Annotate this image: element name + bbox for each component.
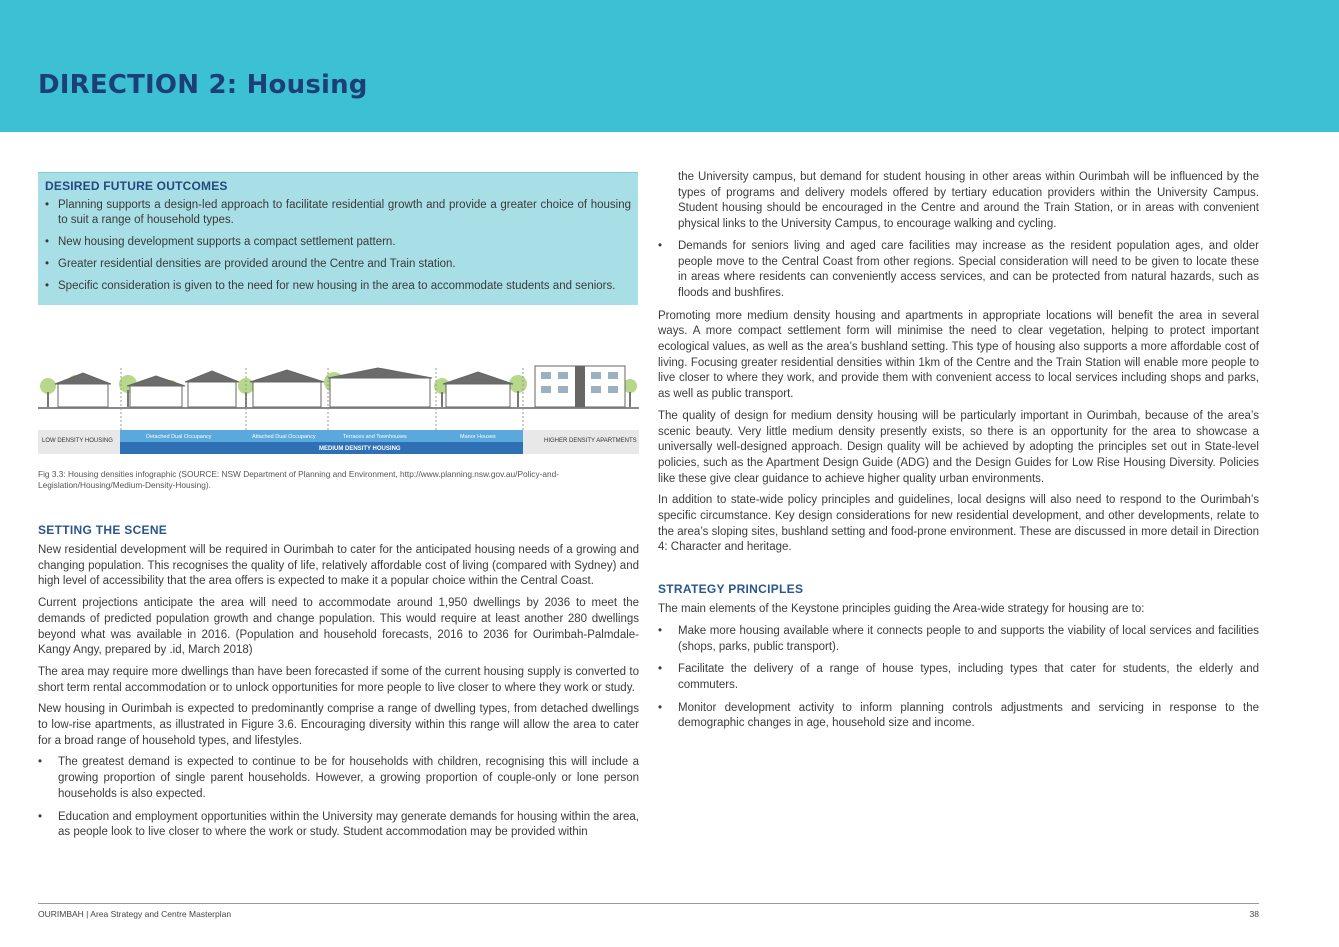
strategy-intro: The main elements of the Keystone principles guiding the Area-wide strategy for housing are to: [658,603,1145,616]
outcome-item: • Planning supports a design-led approach to facilitate residential growth and provide a greater choice of housing to suit a range of household types. [45,198,631,228]
bullet-item: • The greatest demand is expected to continue to be for households with children, recognising this will include a growing proportion of single parent households. However, a growing proportion of couple-only or lone person households is also expected. [38,755,639,802]
house-icons [55,366,625,407]
bullet-item: • Education and employment opportunities within the University may generate demands for housing within the area, as people look to live closer to where the work or study. Student accommodation may be provided within [38,810,639,841]
outcomes-heading: DESIRED FUTURE OUTCOMES [45,179,228,193]
footer-divider [38,903,1259,904]
seniors-bullets [658,239,1259,302]
desired-future-outcomes-panel [38,172,638,305]
high-density-label: HIGHER DENSITY APARTMENTS [544,438,637,444]
left-column [38,523,639,848]
setting-bullets [38,755,639,841]
bullet-item: • Monitor development activity to inform planning controls adjustments and servicing in response to the demographic changes in age, household size and income. [658,701,1259,732]
page-title: DIRECTION 2: Housing [38,70,368,100]
outcomes-list [45,198,631,294]
continued-bullet-text: the University campus, but demand for student housing in other areas within Ourimbah will be influenced by the types of programs and delivery models offered by tertiary education providers within the University Campus. Student housing should be encouraged in the Centre and around the Train Station, or in areas with convenient physical links to the University Campus, to encourage walking and cycling. [678,171,1259,231]
density-type-label: Terraces and Townhouses [343,434,407,440]
setting-heading: SETTING THE SCENE [38,523,168,537]
strategy-bullets [658,624,1259,732]
housing-density-infographic [38,362,639,456]
page-header-band [0,0,1339,132]
body-paragraph: Current projections anticipate the area will need to accommodate around 1,950 dwellings by 2036 to meet the demands of predicted population growth and change population. This would require at least another 280 dwellings beyond what was available in 2016. (Population and household forecasts, 2016 to 2036 for Ourimbah-Palmdale-Kangy Angy, prepared by .id, March 2018) [38,597,639,657]
body-paragraph: In addition to state-wide policy principles and guidelines, local designs will also need to respond to the Ourimbah’s specific circumstance. Key design considerations for new residential development, and other developments, relate to the area’s sloping sites, bushland setting and food-prone environment. These are discussed in more detail in Direction 4: Character and heritage. [658,494,1259,554]
low-density-label: LOW DENSITY HOUSING [42,438,113,444]
body-paragraph: New residential development will be required in Ourimbah to cater for the anticipated housing needs of a growing and changing population. This recognises the quality of life, relatively affordable cost of living (compared with Sydney) and high level of accessibility that the area offers is expected to make it a popular choice within the Central Coast. [38,544,639,588]
figure-caption: Fig 3.3: Housing densities infographic (SOURCE: NSW Department of Planning and Environment, http://www.planning.nsw.gov.au/Policy-and-Legislation/Housing/Medium-Density-Housing). [38,469,559,490]
footer-document-title: OURIMBAH | Area Strategy and Centre Masterplan [38,909,232,919]
outcome-item: • Greater residential densities are provided around the Centre and Train station. [45,257,631,272]
page-number: 38 [1249,909,1259,919]
density-type-label: Attached Dual Occupancy [252,434,316,440]
density-type-label: Detached Dual Occupancy [146,434,212,440]
bullet-item: • Demands for seniors living and aged care facilities may increase as the resident population ages, and older people move to the Central Coast from other regions. Special consideration will need to be given to locate these in areas where residents can conveniently access services, and can be protected from natural hazards, such as floods and bushfires. [658,239,1259,302]
density-type-label: Manor Houses [460,434,496,440]
body-paragraph: New housing in Ourimbah is expected to predominantly comprise a range of dwelling types, from detached dwellings to low-rise apartments, as illustrated in Figure 3.6. Encouraging diversity within this range will allow the area to cater for a broad range of household types, and lifestyles. [38,703,639,747]
outcome-item: • New housing development supports a compact settlement pattern. [45,235,631,250]
body-paragraph: The quality of design for medium density housing will be particularly important in Ourimbah, because of the area’s scenic beauty. Very little medium density presently exists, so there is an opportunity for the area to showcase a universally well-designed approach. Design quality will be achieved by adopting the principles set out in State-level policies, such as the Apartment Design Guide (ADG) and the Design Guides for Low Rise Housing Diversity. Policies like these give clear guidance to achieve higher quality urban environments. [658,409,1259,485]
bullet-item: • Make more housing available where it connects people to and supports the viability of local services and facilities (shops, parks, public transport). [658,624,1259,655]
body-paragraph: The area may require more dwellings than have been forecasted if some of the current housing supply is converted to short term rental accommodation or to unlock opportunities for more people to live closer to where they work or study. [38,665,639,694]
medium-density-label: MEDIUM DENSITY HOUSING [319,446,401,452]
bullet-item: • Facilitate the delivery of a range of house types, including types that cater for students, the elderly and commuters. [658,662,1259,693]
body-paragraph: Promoting more medium density housing and apartments in appropriate locations will benefit the area in several ways. A more compact settlement form will minimise the need to clear vegetation, helping to protect important ecological values, as well as the area’s bushland setting. This type of housing also supports a more affordable cost of living. Focusing greater residential densities within 1km of the Centre and the Train Station will enable more people to live closer to where they work, and provide them with convenient access to local services including shops and parks, as well as public transport. [658,309,1259,401]
outcome-item: • Specific consideration is given to the need for new housing in the area to accommodate students and seniors. [45,279,631,294]
strategy-heading: STRATEGY PRINCIPLES [658,582,804,597]
right-column [658,170,1259,739]
